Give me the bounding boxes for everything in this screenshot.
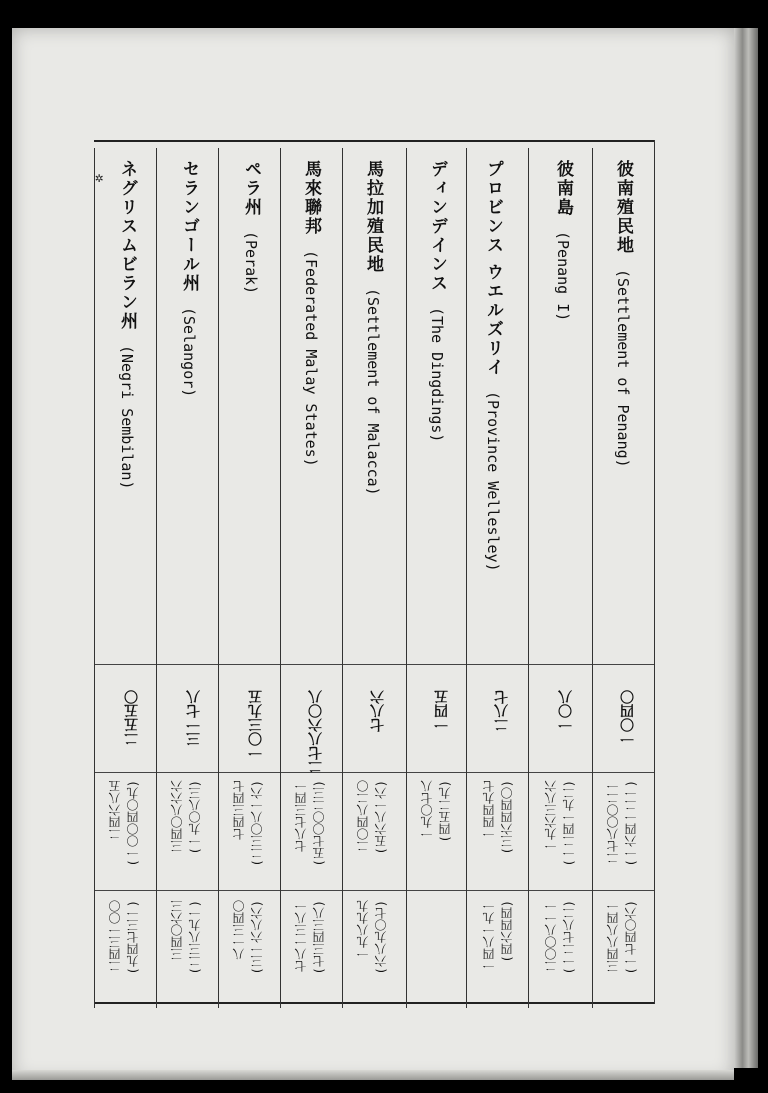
region-english: (Negri Sembilan)	[118, 345, 136, 490]
pop-b-value: 二〇〇八一一	[544, 900, 558, 972]
pop-value: 一九〇七八	[420, 780, 434, 840]
region-english: (Perak)	[242, 231, 260, 295]
pop-b-note: (七三四三八)	[312, 900, 326, 975]
pop-b-value: 三四八八四一	[606, 900, 620, 972]
pop-note: (一九〇八三)	[188, 780, 202, 855]
pop-value: 一九六三八六	[544, 780, 558, 852]
page-bottom-edge	[12, 1070, 734, 1080]
pop-b-note: (三一六八六)	[250, 900, 264, 975]
region-english: (Penang I)	[554, 231, 572, 322]
area-value: 一〇八	[558, 690, 574, 732]
table-divider-1	[94, 664, 654, 665]
pop-b-note: (一七四〇六)	[624, 900, 638, 975]
pop-b-value: 一四八一九一	[482, 900, 496, 972]
pop-b-value: 三四〇六三	[170, 900, 184, 960]
region-name: セランゴール州	[179, 160, 199, 293]
region-english: (Selangor)	[180, 307, 198, 398]
pop-b-value: 七八一三八一	[294, 900, 308, 972]
pop-b-note: (四六四四)	[500, 900, 514, 963]
pop-note: (五七〇〇二三)	[312, 780, 326, 867]
pop-b-note: (二三八九一)	[188, 900, 202, 975]
area-value: 一〇四〇	[620, 690, 636, 746]
pop-note: (三六四四〇)	[500, 780, 514, 855]
pop-note: (一〇〇四〇九)	[126, 780, 140, 867]
table-divider-2	[94, 772, 654, 773]
area-value: 三一七八	[186, 690, 202, 746]
pop-value: 三四〇八六六	[170, 780, 184, 852]
region-name: ネグリスムビラン州	[117, 160, 137, 331]
region-name: ディンデインス	[427, 160, 447, 293]
pop-b-note: (六八九〇七)	[374, 900, 388, 975]
area-value: 七八六	[370, 690, 386, 732]
pop-value: 一四四九七	[482, 780, 496, 840]
pop-note: (四五二九)	[438, 780, 452, 843]
region-name: 彼南島	[553, 160, 573, 217]
pop-value: 二〇四八二〇	[356, 780, 370, 852]
pop-b-value: 八一三四〇	[232, 900, 246, 960]
area-value: 一〇三九五	[248, 690, 264, 760]
pop-value: 二七八〇〇二一	[606, 780, 620, 864]
region-english: (Federated Malay States)	[302, 250, 320, 467]
area-value: 二八七	[494, 690, 510, 732]
region-english: (Settlement of Malacca)	[364, 288, 382, 496]
region-name: 馬拉加殖民地	[363, 160, 383, 274]
pop-note: (二三〇八一六)	[250, 780, 264, 867]
pop-note: (五六八一六)	[374, 780, 388, 855]
region-name: ペラ州	[241, 160, 261, 217]
pop-note: (一六四一二一)	[624, 780, 638, 867]
region-name: 馬來聯邦	[301, 160, 321, 236]
region-english: (Province Wellesley)	[484, 390, 502, 572]
pop-note: (一二四一九二)	[562, 780, 576, 867]
area-value: 二七八六〇八	[308, 690, 324, 774]
area-value: 一四五	[434, 690, 450, 732]
pop-b-note: (九四七三一)	[126, 900, 140, 975]
region-english: (Settlement of Penang)	[614, 269, 632, 468]
pop-value: 七八七三四一	[294, 780, 308, 852]
area-value: 二五五〇	[124, 690, 140, 746]
region-english: (The Dingdings)	[428, 307, 446, 443]
pop-value: 二四六八五	[108, 780, 122, 840]
pop-b-value: 二四三一〇〇	[108, 900, 122, 972]
region-name: プロビンス ウエルズリイ	[483, 160, 503, 377]
page-edge	[734, 28, 758, 1068]
table-top-rule	[94, 140, 654, 142]
pop-b-value: 一九八九九	[356, 900, 370, 960]
pop-value: 七四三四七	[232, 780, 246, 840]
region-name: 彼南殖民地	[613, 160, 633, 255]
table-bottom-rule	[94, 1002, 654, 1004]
pop-b-note: (一二七八二)	[562, 900, 576, 975]
table-divider-3	[94, 890, 654, 891]
ink-smudge-mark: ✲	[95, 170, 104, 186]
